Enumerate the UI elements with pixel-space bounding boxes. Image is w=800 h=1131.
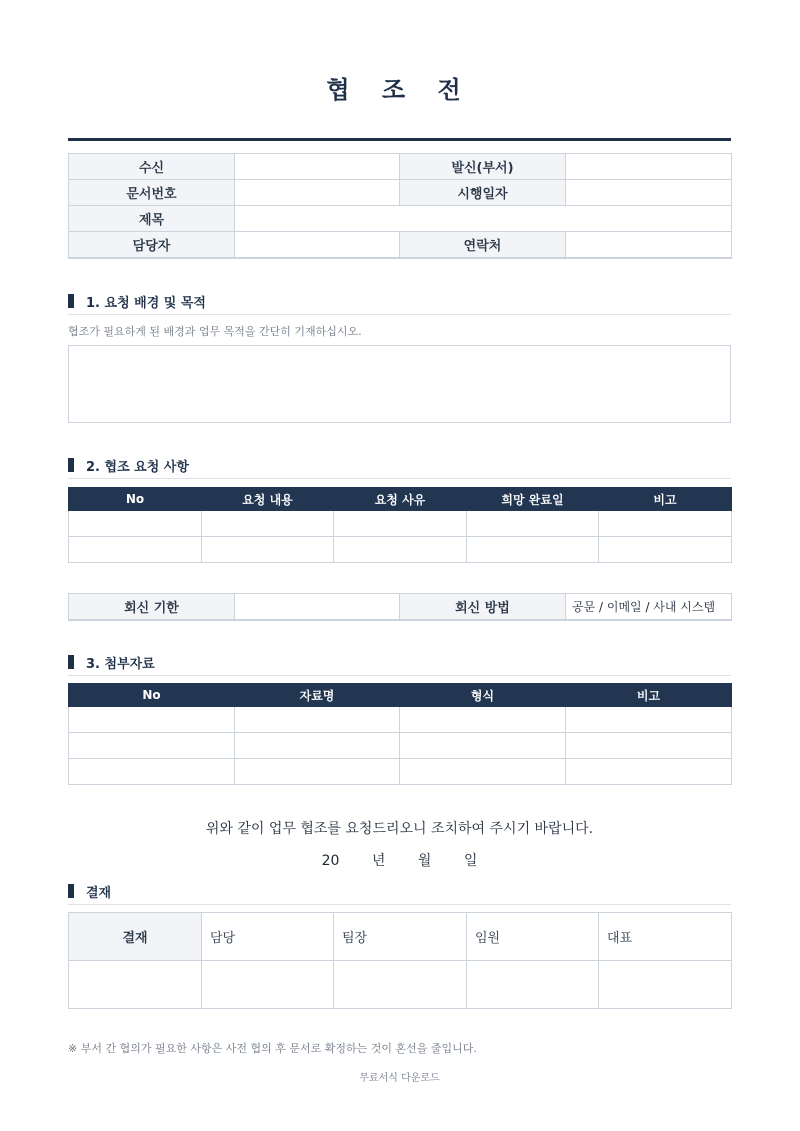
approval-role-executive: 임원 [467, 913, 599, 961]
sender-label: 발신(부서) [400, 154, 566, 180]
signature-cell[interactable] [467, 961, 599, 1009]
column-header-remarks: 비고 [599, 488, 732, 511]
background-purpose-textarea[interactable] [68, 345, 731, 423]
table-cell[interactable] [566, 733, 732, 759]
approval-table [68, 912, 732, 1009]
table-cell[interactable] [235, 733, 400, 759]
manager-field[interactable] [235, 232, 400, 258]
section-1-heading [68, 291, 731, 315]
signature-cell[interactable] [69, 961, 202, 1009]
date-line: 20 년 월 일 [321, 853, 478, 869]
title-divider [68, 138, 731, 141]
issue-date-field[interactable] [566, 180, 732, 206]
doc-number-label: 문서번호 [69, 180, 235, 206]
column-header-format: 형식 [400, 684, 566, 707]
signature-cell[interactable] [599, 961, 732, 1009]
table-cell[interactable] [334, 537, 467, 563]
table-cell[interactable] [69, 511, 202, 537]
approval-role-ceo: 대표 [599, 913, 732, 961]
table-cell[interactable] [235, 707, 400, 733]
approval-label: 결재 [69, 913, 202, 961]
section-marker [68, 294, 74, 308]
table-row [69, 511, 732, 537]
signature-row [69, 961, 732, 1009]
contact-label: 연락처 [400, 232, 566, 258]
document-title: 협 조 전 [326, 76, 473, 104]
section-3-title: 3. 첨부자료 [86, 657, 155, 672]
sender-field[interactable] [566, 154, 732, 180]
reply-deadline-label: 회신 기한 [69, 594, 235, 620]
attachments-table [68, 683, 732, 785]
approval-title: 결재 [86, 886, 112, 901]
table-cell[interactable] [400, 707, 566, 733]
contact-field[interactable] [566, 232, 732, 258]
issue-date-label: 시행일자 [400, 180, 566, 206]
table-cell[interactable] [69, 733, 235, 759]
section-2-heading [68, 455, 731, 479]
signature-cell[interactable] [202, 961, 334, 1009]
section-marker [68, 884, 74, 898]
manager-label: 담당자 [69, 232, 235, 258]
signature-cell[interactable] [334, 961, 467, 1009]
recipient-field[interactable] [235, 154, 400, 180]
table-cell[interactable] [400, 759, 566, 785]
section-1-title: 1. 요청 배경 및 목적 [86, 296, 206, 311]
table-row [69, 733, 732, 759]
table-cell[interactable] [599, 511, 732, 537]
recipient-label: 수신 [69, 154, 235, 180]
table-cell[interactable] [400, 733, 566, 759]
approval-heading [68, 881, 731, 905]
column-header-desired-date: 희망 완료일 [467, 488, 599, 511]
reply-info-table [68, 593, 732, 621]
table-cell[interactable] [235, 759, 400, 785]
subject-label: 제목 [69, 206, 235, 232]
approval-role-team-lead: 팀장 [334, 913, 467, 961]
table-cell[interactable] [467, 511, 599, 537]
table-cell[interactable] [566, 759, 732, 785]
request-items-table [68, 487, 732, 563]
reply-deadline-field[interactable] [235, 594, 400, 620]
column-header-request-reason: 요청 사유 [334, 488, 467, 511]
doc-number-field[interactable] [235, 180, 400, 206]
table-row [69, 707, 732, 733]
table-row [69, 759, 732, 785]
column-header-no: No [69, 684, 235, 707]
table-cell[interactable] [599, 537, 732, 563]
reply-method-field[interactable]: 공문 / 이메일 / 사내 시스템 [566, 594, 732, 620]
section-3-heading [68, 652, 731, 676]
table-cell[interactable] [69, 759, 235, 785]
table-cell[interactable] [69, 707, 235, 733]
footer-text: 무료서식 다운로드 [359, 1073, 440, 1084]
section-2-title: 2. 협조 요청 사항 [86, 460, 189, 475]
table-cell[interactable] [566, 707, 732, 733]
header-info-table [68, 153, 732, 259]
section-marker [68, 458, 74, 472]
reply-method-label: 회신 방법 [400, 594, 566, 620]
closing-statement: 위와 같이 업무 협조를 요청드리오니 조치하여 주시기 바랍니다. [205, 821, 594, 837]
column-header-remarks: 비고 [566, 684, 732, 707]
subject-field[interactable] [235, 206, 732, 232]
table-cell[interactable] [467, 537, 599, 563]
table-cell[interactable] [334, 511, 467, 537]
column-header-no: No [69, 488, 202, 511]
table-cell[interactable] [69, 537, 202, 563]
table-row [69, 537, 732, 563]
section-marker [68, 655, 74, 669]
section-1-hint: 협조가 필요하게 된 배경과 업무 목적을 간단히 기재하십시오. [68, 325, 362, 338]
table-cell[interactable] [202, 537, 334, 563]
column-header-request-content: 요청 내용 [202, 488, 334, 511]
table-cell[interactable] [202, 511, 334, 537]
column-header-material-name: 자료명 [235, 684, 400, 707]
footnote: ※ 부서 간 협의가 필요한 사항은 사전 협의 후 문서로 확정하는 것이 혼선을 줄입니다. [68, 1042, 477, 1055]
approval-role-staff: 담당 [202, 913, 334, 961]
